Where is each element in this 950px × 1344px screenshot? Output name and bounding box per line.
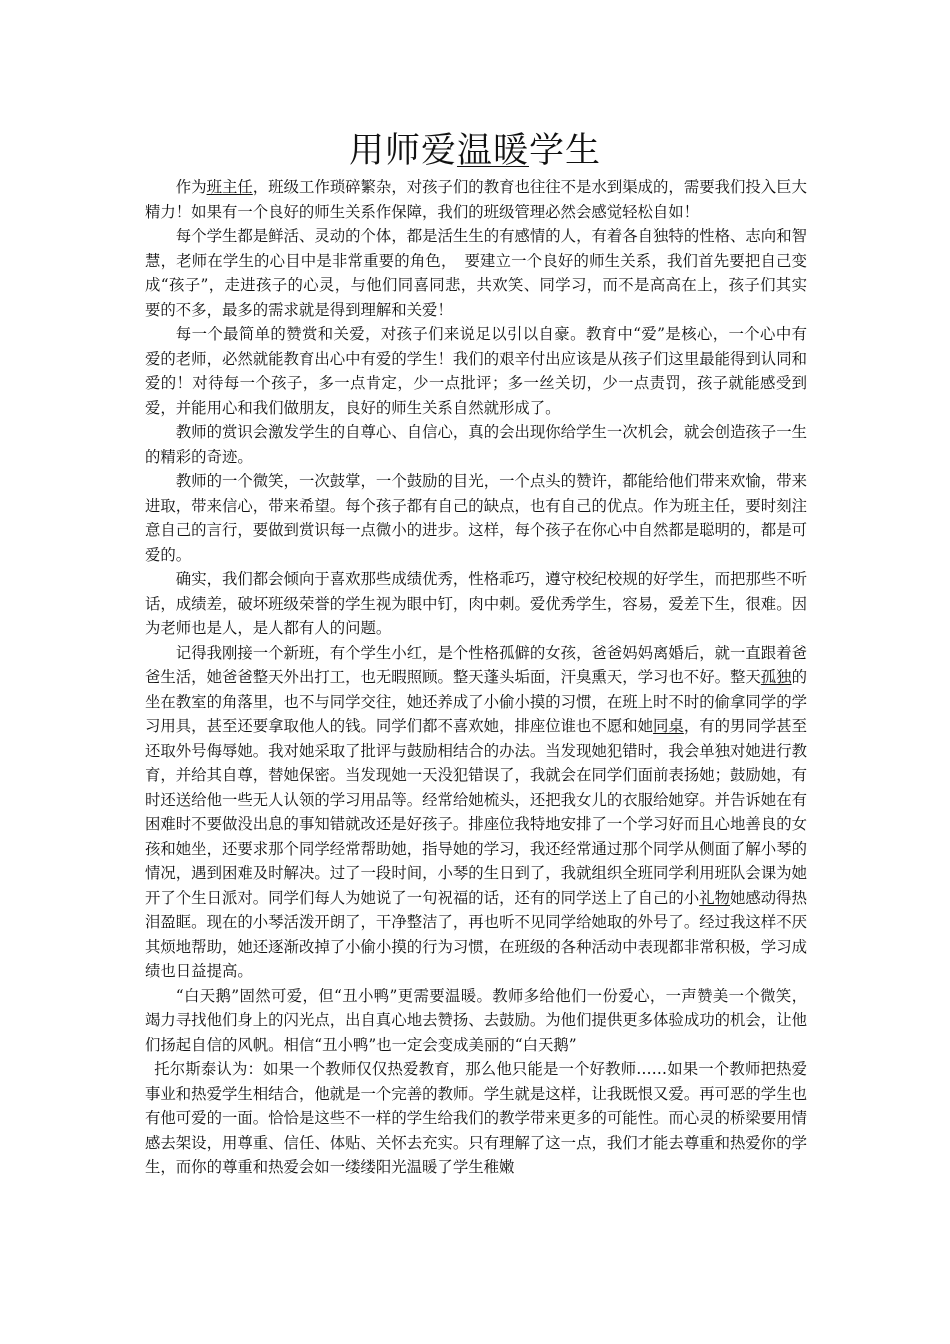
link-lonely[interactable]: 孤独 xyxy=(760,668,792,686)
paragraph-7-part-b: 的坐在教室的角落里，也不与同学交往，她还养成了小偷小摸的习惯，在班上时不时的偷拿同学的学习用具，甚至还要拿取他人的钱。同学们都不喜欢她，排座位谁也不愿和她 xyxy=(145,668,807,735)
paragraph-6: 确实，我们都会倾向于喜欢那些成绩优秀，性格乖巧，遵守校纪校规的好学生，而把那些不听话，成绩差，破坏班级荣誉的学生视为眼中钉，肉中刺。爱优秀学生，容易，爱差下生，很难。因为老师也是人，是人都有人的问题。 xyxy=(145,570,807,637)
paragraph-5: 教师的一个微笑，一次鼓掌，一个鼓励的目光，一个点头的赞许，都能给他们带来欢愉，带来进取，带来信心，带来希望。每个孩子都有自己的缺点，也有自己的优点。作为班主任，要时刻注意自己的言行，要做到赏识每一点微小的进步。这样，每个孩子在你心中自然都是聪明的，都是可爱的。 xyxy=(145,472,807,564)
article-body xyxy=(145,175,807,1180)
title-link[interactable]: 温暖 xyxy=(456,131,529,171)
paragraph-8: “白天鹅”固然可爱，但“丑小鸭”更需要温暖。教师多给他们一份爱心，一声赞美一个微笑，竭力寻找他们身上的闪光点，出自真心地去赞扬、去鼓励。为他们提供更多体验成功的机会，让他们扬起自信的风帆。相信“丑小鸭”也一定会变成美丽的“白天鹅” xyxy=(145,986,807,1054)
paragraph-7-part-c: ，有的男同学甚至还取外号侮辱她。我对她采取了批评与鼓励相结合的办法。当发现她犯错时，我会单独对她进行教育，并给其自尊，替她保密。当发现她一天没犯错误了，我就会在同学们面前表扬她；鼓励她，有时还送给他一些无人认领的学习用品等。经常给她梳头，还把我女儿的衣服给她穿。并告诉她在有困难时不要做没出息的事知错就改还是好孩子。排座位我特地安排了一个学习好而且心地善良的女孩和她坐，还要求那个同学经常帮助她，指导她的学习，我还经常通过那个同学从侧面了解小琴的情况，遇到困难及时解决。过了一段时间，小琴的生日到了，我就组织全班同学利用班队会课为她开了个生日派对。同学们每人为她说了一句祝福的话，还有的同学送上了自己的小 xyxy=(145,717,807,907)
title-text-end: 学生 xyxy=(529,131,602,171)
paragraph-1-start: 作为 xyxy=(175,178,207,196)
paragraph-1-rest: ，班级工作琐碎繁杂，对孩子们的教育也往往不是水到渠成的，需要我们投入巨大精力！如果有一个良好的师生关系作保障，我们的班级管理必然会感觉轻松自如！ xyxy=(145,178,807,221)
paragraph-1 xyxy=(145,175,807,224)
paragraph-3: 每一个最简单的赞赏和关爱，对孩子们来说足以引以自豪。教育中“爱”是核心，一个心中有爱的老师，必然就能教育出心中有爱的学生！我们的艰辛付出应该是从孩子们这里最能得到认同和爱的！对待每一个孩子，多一点肯定，少一点批评；多一丝关切，少一点责罚，孩子就能感受到爱，并能用心和我们做朋友，良好的师生关系自然就形成了。 xyxy=(145,325,807,417)
paragraph-7-part-d: 她感动得热泪盈眶。现在的小琴活泼开朗了，干净整洁了，再也听不见同学给她取的外号了。经过我这样不厌其烦地帮助，她还逐渐改掉了小偷小摸的行为习惯，在班级的各种活动中表现都非常积极，学习成绩也日益提高。 xyxy=(145,888,807,980)
paragraph-9: 托尔斯泰认为：如果一个教师仅仅热爱教育，那么他只能是一个好教师……如果一个教师把热爱事业和热爱学生相结合，他就是一个完善的教师。学生就是这样，让我既恨又爱。再可恶的学生也有他可爱的一面。恰恰是这些不一样的学生给我们的教学带来更多的可能性。而心灵的桥梁要用情感去架设，用尊重、信任、体贴、关怀去充实。只有理解了这一点，我们才能去尊重和热爱你的学生，而你的尊重和热爱会如一缕缕阳光温暖了学生稚嫩 xyxy=(145,1060,807,1176)
link-class-teacher[interactable]: 班主任 xyxy=(206,178,253,196)
page-title xyxy=(0,128,950,174)
paragraph-7-part-a: 记得我刚接一个新班，有个学生小红，是个性格孤僻的女孩，爸爸妈妈离婚后，就一直跟着爸爸生活，她爸爸整天外出打工，也无暇照顾。整天蓬头垢面，汗臭熏天，学习也不好。整天 xyxy=(145,643,807,686)
paragraph-7 xyxy=(145,641,807,984)
paragraph-2: 每个学生都是鲜活、灵动的个体，都是活生生的有感情的人，有着各自独特的性格、志向和智慧，老师在学生的心目中是非常重要的角色， 要建立一个良好的师生关系，我们首先要把自己变成“孩子”，走进孩子的心灵，与他们同喜同悲，共欢笑、同学习，而不是高高在上，孩子们其实要的不多，最多的需求就是得到理解和关爱！ xyxy=(145,227,807,319)
link-gift[interactable]: 礼物 xyxy=(699,888,730,907)
title-text-start: 用师爱 xyxy=(348,131,457,171)
link-deskmate[interactable]: 同桌 xyxy=(653,717,684,735)
paragraph-4: 教师的赏识会激发学生的自尊心、自信心，真的会出现你给学生一次机会，就会创造孩子一生的精彩的奇迹。 xyxy=(145,423,807,466)
